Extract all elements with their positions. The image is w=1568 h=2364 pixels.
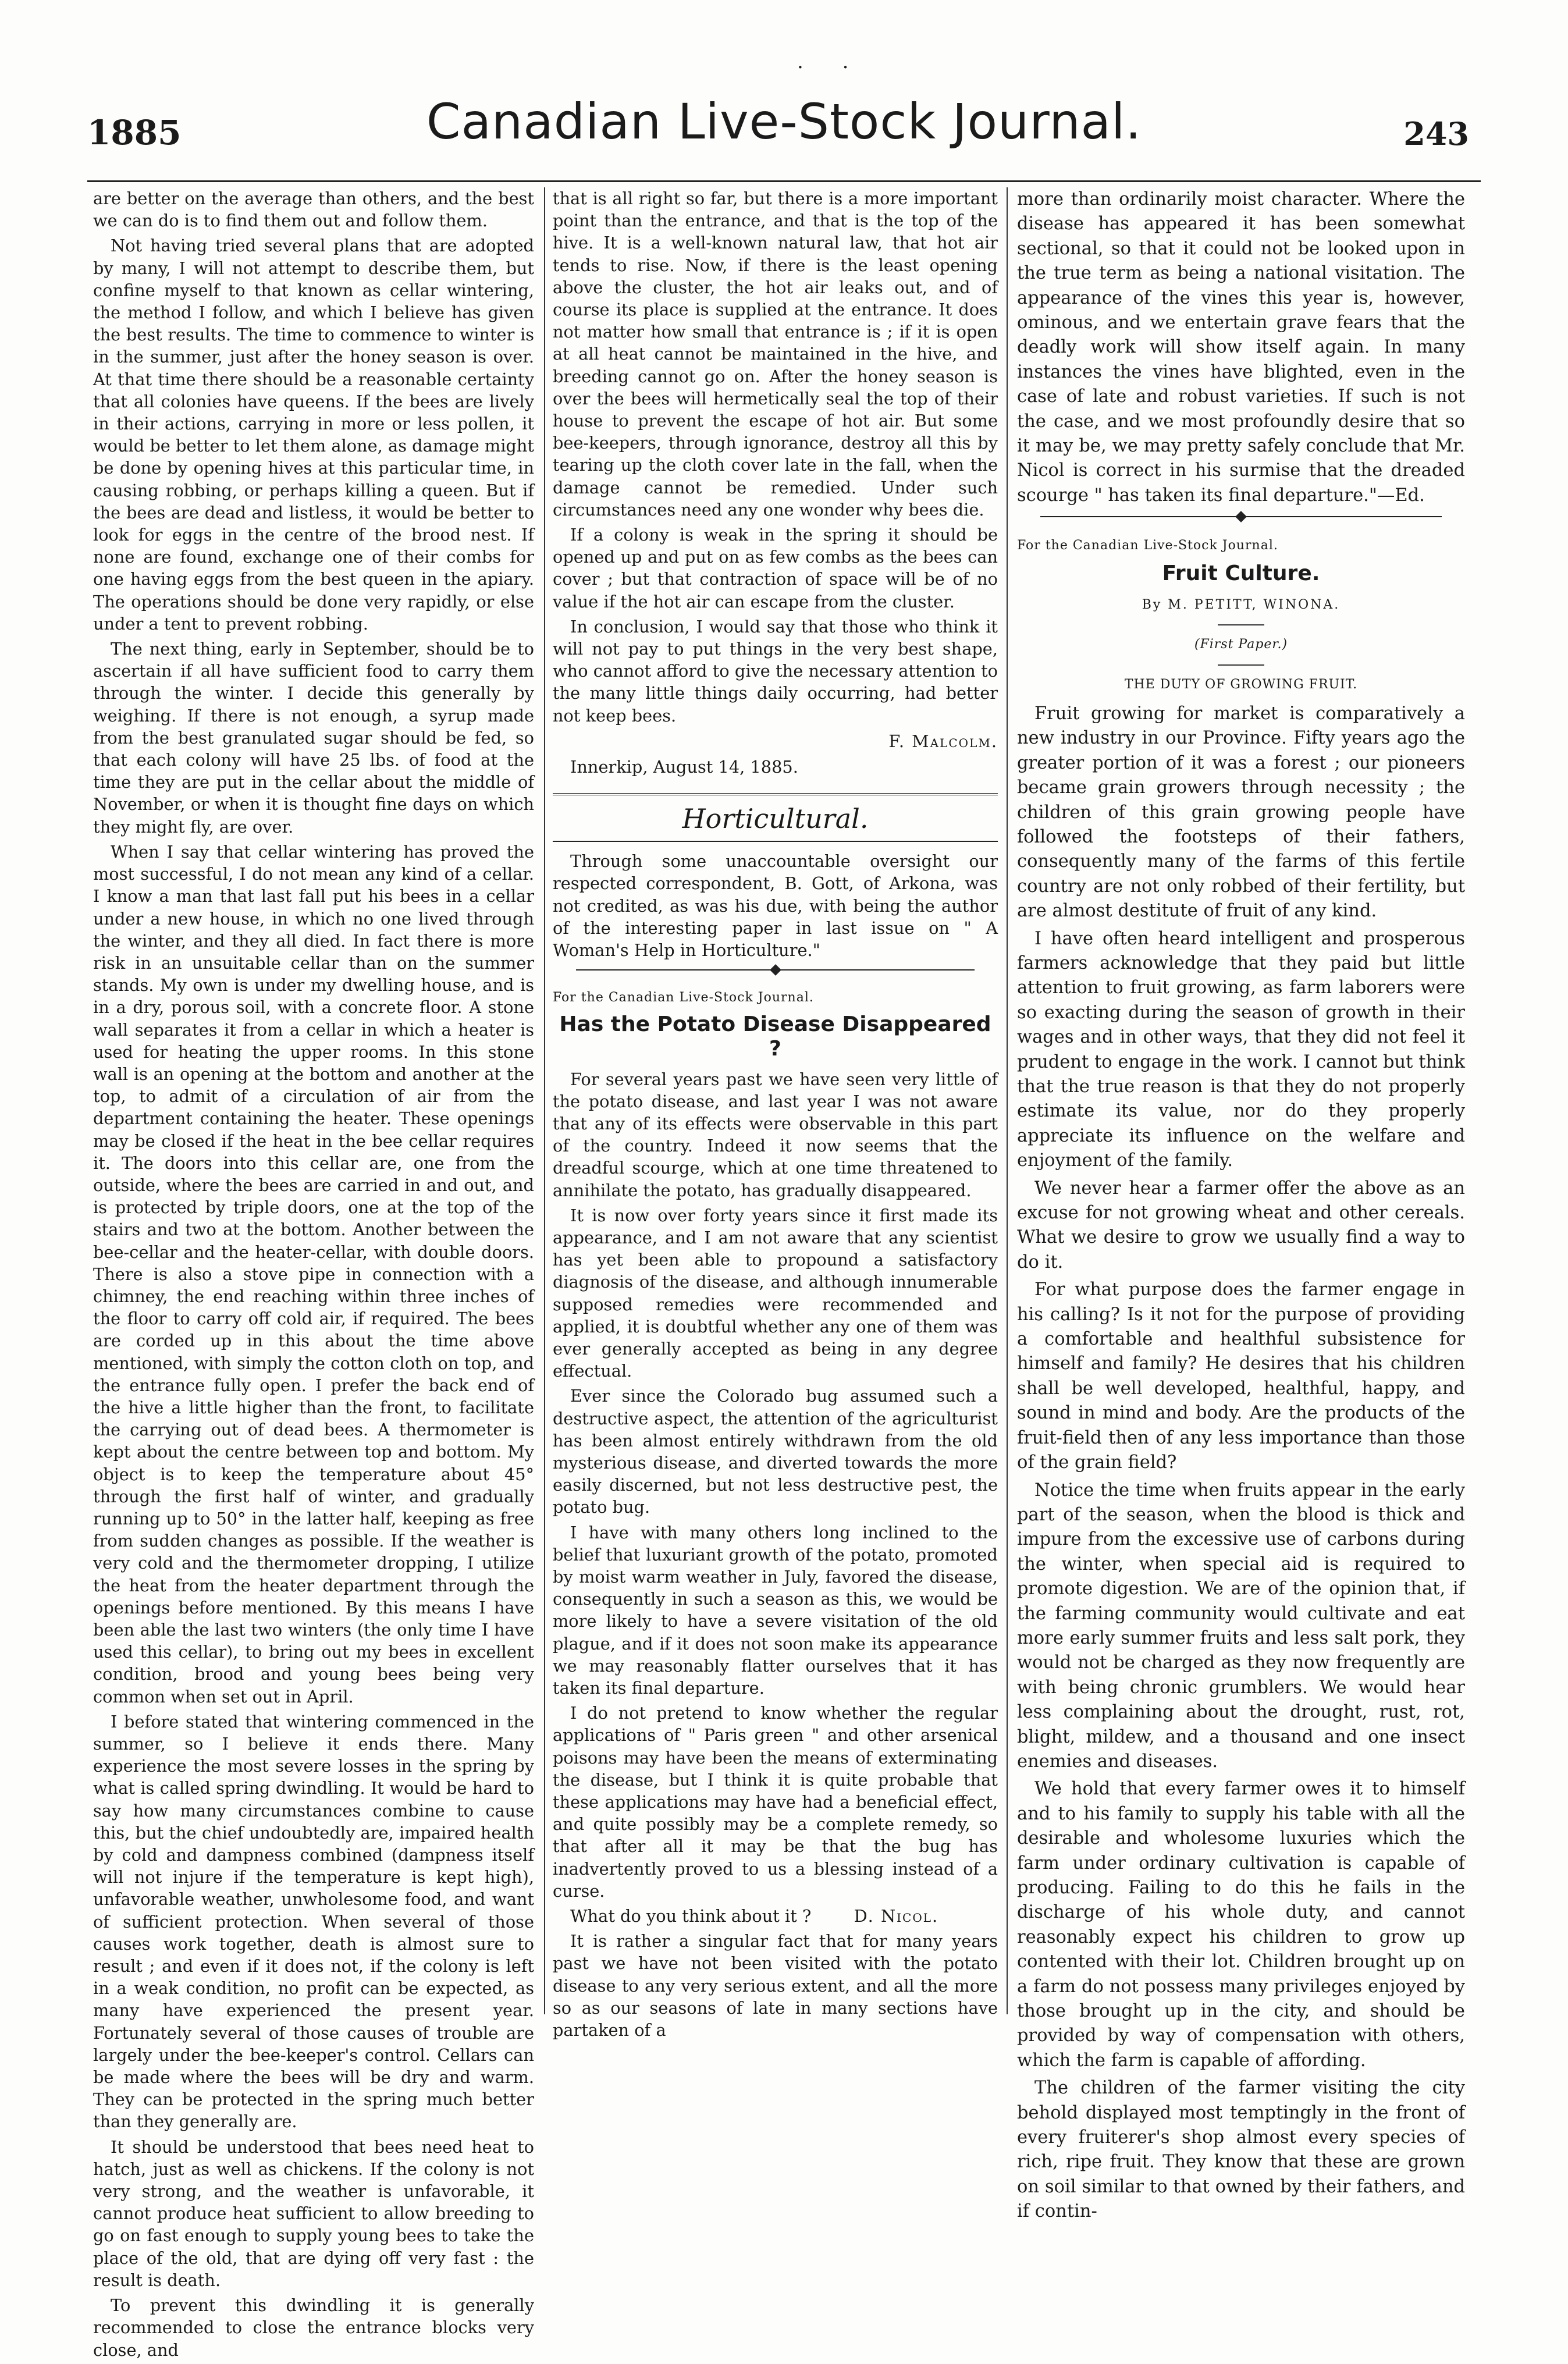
ornamental-rule xyxy=(1040,516,1442,525)
article-subhead: THE DUTY OF GROWING FRUIT. xyxy=(1124,677,1358,692)
paragraph: that is all right so far, but there is a more important point than the entrance, and that is the top of the hive. It is a well-known natural law, that hot air tends to rise. Now, if there is the least opening above the cluster, the hot air leaks out, and of course its place is supplied at the entrance. It does not matter how small that entrance is ; if it is open at all heat cannot be maintained in the hive, and breeding cannot go on. After the honey season is over the bees will hermetically seal the top of their house to prevent the escape of hot air. But some bee-keepers, through ignorance, destroy all this by tearing up the cloth cover late in the fall, when the damage cannot be remedied. Under such circumstances need any one wonder why bees die. xyxy=(553,189,998,520)
paragraph: more than ordinarily moist character. Where the disease has appeared it has been somewhat sectional, so that it could not be looked upon in the true term as being a national visitation. The appearance of the vines this year is, however, ominous, and we entertain grave fears that the deadly work will show itself again. In many instances the vines have blighted, even in the case of late and robust varieties. If such is not the case, and we most profoundly desire that so it may be, we may pretty safely conclude that Mr. Nicol is correct in his surmise that the dreaded scourge " has taken its final departure."—Ed. xyxy=(1017,189,1465,506)
paragraph: Ever since the Colorado bug assumed such a destructive aspect, the attention of the agriculturist has been almost entirely withdrawn from the old mysterious disease, and diverted towards the more easily discerned, but not less destructive pest, the potato bug. xyxy=(553,1386,998,1517)
paragraph: I do not pretend to know whether the regular applications of " Paris green " and other arsenical poisons may have been the means of exterminating the disease, but I think it is quite probable that these applications may have had a beneficial effect, and quite possibly may be a complete remedy, so that after all it may be that the bug has inadvertently proved to us a blessing instead of a curse. xyxy=(553,1703,998,1901)
author-signature: D. Nicol. xyxy=(854,1906,939,1926)
closing-line xyxy=(553,1905,998,1927)
short-rule xyxy=(1218,624,1264,625)
column-2 xyxy=(553,187,998,2044)
paragraph: For what purpose does the farmer engage in his calling? Is it not for the purpose of providing a comfortable and healthful subsistence for himself and family? He desires that his children shall be well developed, healthful, happy, and sound in mind and body. Are the products of the fruit-field then of any less importance than those of the grain field? xyxy=(1017,1279,1465,1473)
column-divider xyxy=(544,187,545,2014)
paragraph: Fruit growing for market is comparatively a new industry in our Province. Fifty years ago the greater portion of it was a forest ; our pioneers became grain growers through necessity ; the children of this grain growing people have followed the footsteps of their fathers, consequently many of the farms of this fertile country are not only robbed of their fertility, but are almost destitute of fruit of any kind. xyxy=(1017,703,1465,922)
paragraph: Notice the time when fruits appear in the early part of the season, when the blood is thick and impure from the excessive use of carbons during the winter, when special aid is required to promote digestion. We are of the opinion that, if the farming community would cultivate and eat more early summer fruits and less salt pork, they would not be charged as they now frequently are with being chronic grumblers. We would hear less complaining about the drought, rust, rot, blight, mildew, and a thousand and one insect enemies and diseases. xyxy=(1017,1480,1465,1772)
column-1 xyxy=(93,187,534,2364)
header-year: 1885 xyxy=(87,113,182,152)
column-divider xyxy=(1007,187,1008,2014)
closing-question: What do you think about it ? xyxy=(570,1906,812,1926)
paragraph: For several years past we have seen very little of the potato disease, and last year I was not aware that any of its effects were observable in this part of the country. Indeed it now seems that the dreadful scourge, which at one time threatened to annihilate the potato, has gradually disappeared. xyxy=(553,1069,998,1200)
article-source: For the Canadian Live-Stock Journal. xyxy=(1017,538,1278,553)
author-signature: F. Malcolm. xyxy=(888,731,998,751)
paragraph: We never hear a farmer offer the above as an excuse for not growing wheat and other cereals. What we desire to grow we usually find a way to do it. xyxy=(1017,1178,1465,1272)
editorial-notice: Through some unaccountable oversight our respected correspondent, B. Gott, of Arkona, was not credited, as was his due, with being the author of the interesting paper in last issue on " A Woman's Help in Horticulture." xyxy=(553,851,998,961)
paragraph: I before stated that wintering commenced in the summer, so I believe it ends there. Many experience the most severe losses in the spring by what is called spring dwindling. It would be hard to say how many circumstances combine to cause this, but the chief undoubtedly are, impaired health by cold and dampness combined (dampness itself will not injure if the temperature is kept high), unfavorable weather, unwholesome food, and want of sufficient protection. When several of those causes work together, death is almost sure to result ; and even if it does not, if the colony is left in a weak condition, no profit can be expected, as many have experienced the present year. Fortunately several of those causes of trouble are largely under the bee-keeper's control. Cellars can be made where the bees will be dry and warm. They can be protected in the spring much better than they generally are. xyxy=(93,1711,534,2132)
paragraph: When I say that cellar wintering has proved the most successful, I do not mean any kind of a cellar. I know a man that last fall put his bees in a cellar under a new house, in which no one lived through the winter, and they all died. In fact there is more risk in an unsuitable cellar than on the summer stands. My own is under my dwelling house, and is in a dry, porous soil, with a concrete floor. A stone wall separates it from a cellar in which a heater is used for heating the upper rooms. In this stone wall is an opening at the bottom and another at the top, to admit of a circulation of air from the department containing the heater. These openings may be closed if the heat in the bee cellar requires it. The doors into this cellar are, one from the outside, where the bees are carried in and out, and is protected by triple doors, one at the top of the stairs and two at the bottom. Another between the bee-cellar and the heater-cellar, with double doors. There is also a stove pipe in connection with a chimney, the end reaching within three inches of the floor to carry off cold air, if required. The bees are corded up in this about the time above mentioned, with simply the cotton cloth on top, and the entrance fully open. I prefer the back end of the hive a little higher than the front, to facilitate the carrying out of dead bees. A thermometer is kept about the centre between top and bottom. My object is to keep the temperature about 45° through the first half of winter, and gradually running up to 50° in the latter half, keeping as free from sudden changes as possible. If the weather is very cold and the thermometer dropping, I utilize the heat from the heater department through the openings before mentioned. By this means I have been able the last two winters (the only time I have used this cellar), to bring out my bees in excellent condition, brood and young bees being very common when set out in April. xyxy=(93,841,534,1707)
article-byline: By M. PETITT, WINONA. xyxy=(1142,597,1341,612)
paragraph: If a colony is weak in the spring it should be opened up and put on as few combs as the bees can cover ; but that contraction of space will be of no value if the hot air can escape from the cluster. xyxy=(553,525,998,612)
article-source: For the Canadian Live-Stock Journal. xyxy=(553,990,814,1005)
section-rule xyxy=(553,793,998,795)
page-dots: . . xyxy=(797,50,865,73)
paper-note: (First Paper.) xyxy=(1194,637,1288,652)
paragraph: are better on the average than others, and the best we can do is to find them out and follow them. xyxy=(93,189,534,231)
dateline: Innerkip, August 14, 1885. xyxy=(570,757,798,777)
paragraph: The children of the farmer visiting the city behold displayed most temptingly in the front of every fruiterer's shop almost every species of rich, ripe fruit. They know that these are grown on soil similar to that owned by their fathers, and if contin- xyxy=(1017,2078,1465,2222)
page-number: 243 xyxy=(1403,115,1469,152)
paragraph: The next thing, early in September, should be to ascertain if all have sufficient food to carry them through the winter. I decide this generally by weighing. If there is not enough, a syrup made from the best granulated sugar should be fed, so that each colony will have 25 lbs. of food at the time they are put in the cellar about the middle of November, or when it is thought fine days on which they might fly, are over. xyxy=(93,639,534,837)
ornamental-rule xyxy=(576,969,975,979)
paragraph: I have often heard intelligent and prosperous farmers acknowledge that they paid but little attention to fruit growing, as farm laborers were so exacting during the season of growth in their wages and in other ways, that they did not feel it prudent to engage in the work. I cannot but think that the true reason is that they do not properly estimate its value, nor do they properly appreciate its influence on the welfare and enjoyment of the family. xyxy=(1017,928,1465,1171)
header-rule xyxy=(87,180,1481,182)
paragraph: To prevent this dwindling it is generally recommended to close the entrance blocks very close, and xyxy=(93,2295,534,2360)
paragraph: It is rather a singular fact that for many years past we have not been visited with the potato disease to any very serious extent, and all the more so as our seasons of late in many sections have partaken of a xyxy=(553,1931,998,2040)
short-rule xyxy=(1218,664,1264,666)
masthead-title: Canadian Live-Stock Journal. xyxy=(426,93,1142,150)
paragraph: We hold that every farmer owes it to himself and to his family to supply his table with all the desirable and wholesome luxuries which the farm under ordinary cultivation is capable of producing. Failing to do this he fails in the discharge of his whole duty, and cannot reasonably expect his children to grow up contented with their lot. Children brought up on a farm do not possess many privileges enjoyed by those brought up in the city, and should be provided by way of compensation with others, which the farm is capable of affording. xyxy=(1017,1779,1465,2071)
article-title: Fruit Culture. xyxy=(1162,561,1320,585)
paragraph: Not having tried several plans that are adopted by many, I will not attempt to describe them, but confine myself to that known as cellar wintering, the method I follow, and which I believe has given the best results. The time to commence to winter is in the summer, just after the honey season is over. At that time there should be a reasonable certainty that all colonies have queens. If the bees are lively in their actions, carrying in more or less pollen, it would be better to let them alone, as damage might be done by opening hives at this particular time, in causing robbing, or perhaps killing a queen. But if the bees are dead and listless, it would be better to look for eggs in the centre of the brood nest. If none are found, exchange one of their combs for one having eggs from the best queen in the apiary. The operations should be done very rapidly, or else under a tent to prevent robbing. xyxy=(93,236,534,634)
paragraph: In conclusion, I would say that those who think it will not pay to put things in the very best shape, who cannot afford to give the necessary attention to the many little things daily occurring, had better not keep bees. xyxy=(553,616,998,726)
column-3 xyxy=(1017,187,1465,2227)
article-title: Has the Potato Disease Disappeared ? xyxy=(559,1012,991,1061)
paragraph: It is now over forty years since it first made its appearance, and I am not aware that any scientist has yet been able to propound a satisfactory diagnosis of the disease, and although innumerable supposed remedies were recommended and applied, it is doubtful whether any one of them was ever generally accepted as being in any degree effectual. xyxy=(553,1205,998,1381)
paragraph: It should be understood that bees need heat to hatch, just as well as chickens. If the colony is not very strong, and the weather is unfavorable, it cannot produce heat sufficient to allow breeding to go on fast enough to supply young bees to take the place of the old, that are dying off very fast : the result is death. xyxy=(93,2137,534,2290)
paragraph: I have with many others long inclined to the belief that luxuriant growth of the potato, promoted by moist warm weather in July, favored the disease, consequently in such a season as this, we would be more likely to have a severe visitation of the old plague, and if it does not soon make its appearance we may reasonably flatter ourselves that it has taken its final departure. xyxy=(553,1522,998,1698)
section-rule xyxy=(553,841,998,842)
section-title: Horticultural. xyxy=(682,803,869,835)
